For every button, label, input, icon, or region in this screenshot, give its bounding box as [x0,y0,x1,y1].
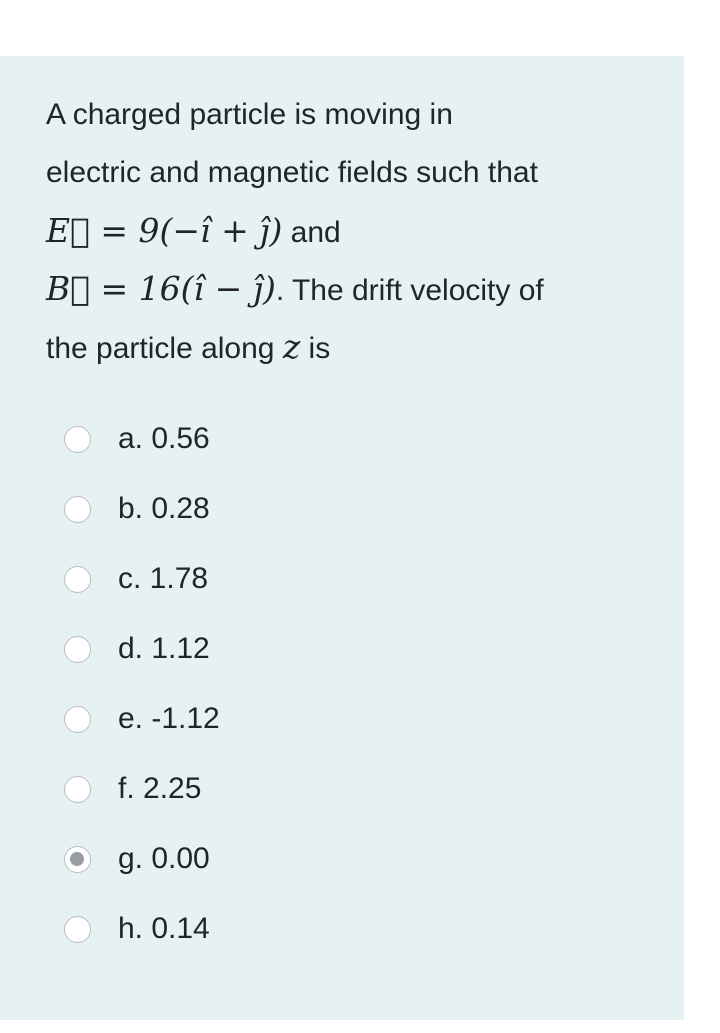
option-label: f. 2.25 [118,772,202,805]
option-label: d. 1.12 [118,632,210,665]
question-text [46,86,666,376]
option-c[interactable] [64,554,464,604]
question-line-3-tail: and [282,216,341,249]
magnetic-field-equation: B⃗ = 16(î − ĵ) [46,269,276,308]
question-card [0,56,684,1020]
question-line-5 [46,318,666,376]
radio-button[interactable] [64,636,91,663]
question-line-2: electric and magnetic fields such that [46,156,538,189]
question-line-1: A charged particle is moving in [46,98,453,131]
option-label: e. -1.12 [118,702,220,735]
question-line-4-tail: . The drift velocity of [275,274,544,307]
electric-field-equation: E⃗ = 9(−î + ĵ) [46,211,283,250]
option-b[interactable] [64,484,464,534]
option-label: c. 1.78 [118,562,209,595]
radio-button[interactable] [64,496,91,523]
option-label: h. 0.14 [118,912,210,945]
question-line-5-tail: is [300,332,331,365]
option-label: b. 0.28 [118,492,210,525]
option-d[interactable] [64,624,464,674]
radio-button[interactable] [64,706,91,733]
option-label: a. 0.56 [118,422,210,455]
radio-button-selected[interactable] [64,846,91,873]
question-line-4 [46,260,666,318]
radio-button[interactable] [64,426,91,453]
option-f[interactable] [64,764,464,814]
option-a[interactable] [64,414,464,464]
radio-button[interactable] [64,566,91,593]
option-g[interactable] [64,834,464,884]
option-h[interactable] [64,904,464,954]
option-label: g. 0.00 [118,842,210,875]
question-line-3 [46,202,666,260]
z-axis-symbol: z [282,327,301,366]
radio-button[interactable] [64,916,91,943]
question-line-5-head: the particle along [46,332,283,365]
radio-button[interactable] [64,776,91,803]
option-e[interactable] [64,694,464,744]
